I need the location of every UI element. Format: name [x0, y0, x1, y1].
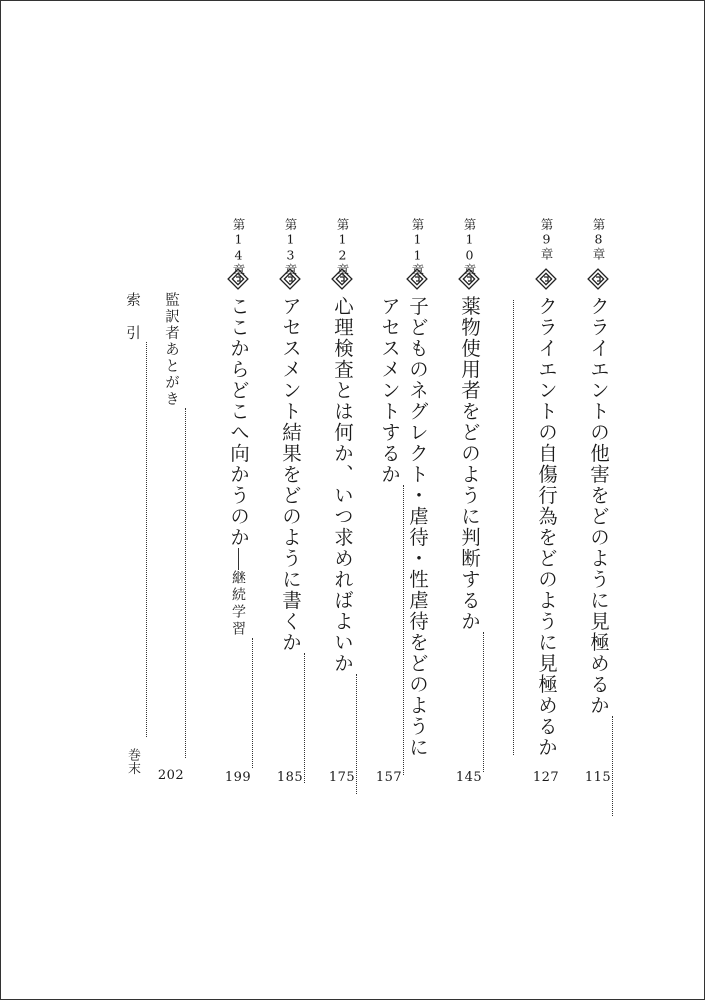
index-title: 索 引 [117, 292, 147, 788]
toc-entry-chapter-14[interactable] [223, 218, 253, 788]
chapter-ornament-icon [406, 268, 428, 290]
chapter-title: クライエントの自傷行為をどのように見極めるか [535, 296, 558, 758]
page-number: 185 [276, 770, 304, 785]
chapter-label: 第9章 [539, 218, 554, 261]
toc-entry-chapter-13[interactable] [275, 218, 305, 788]
page-number: 202 [157, 768, 185, 783]
chapter-ornament-icon [331, 268, 353, 290]
chapter-ornament-icon [587, 268, 609, 290]
chapter-label: 第14章 [231, 218, 246, 277]
chapter-title: 心理検査とは何か、いつ求めればよいか [327, 296, 357, 788]
page-number: 157 [375, 770, 403, 785]
page-number: 199 [224, 770, 252, 785]
afterword-title: 監訳者あとがき [156, 292, 186, 788]
toc-entry-chapter-9[interactable] [531, 218, 561, 788]
page-number: 145 [455, 770, 483, 785]
page-number: 115 [584, 770, 612, 785]
chapter-title: クライエントの他害をどのように見極めるか [583, 296, 613, 788]
chapter-title: 子どものネグレクト・虐待・性虐待をどのように [406, 296, 429, 758]
chapter-ornament-icon [458, 268, 480, 290]
chapter-label: 第10章 [462, 218, 477, 277]
toc-entry-chapter-8[interactable] [583, 218, 613, 788]
page-number: 175 [328, 770, 356, 785]
toc-entry-chapter-11[interactable] [402, 218, 432, 788]
chapter-ornament-icon [535, 268, 557, 290]
toc-entry-chapter-10[interactable] [454, 218, 484, 788]
page-number: 巻末 [125, 748, 140, 775]
chapter-ornament-icon [227, 268, 249, 290]
chapter-ornament-icon [279, 268, 301, 290]
page-number: 127 [532, 770, 560, 785]
toc-entry-chapter-12[interactable] [327, 218, 357, 788]
chapter-title: 薬物使用者をどのように判断するか [454, 296, 484, 788]
toc-entry-index[interactable] [117, 292, 147, 788]
chapter-title-line2: アセスメントするか [374, 296, 404, 788]
chapter-label: 第12章 [335, 218, 350, 277]
chapter-label: 第8章 [591, 218, 606, 261]
leader-dots-chapter-9 [513, 300, 514, 755]
chapter-label: 第11章 [410, 218, 425, 277]
chapter-title: ここからどこへ向かうのか継続学習 [223, 296, 253, 788]
chapter-subtitle: 継続学習 [230, 570, 246, 638]
toc-entry-afterword[interactable] [156, 292, 186, 788]
em-dash [238, 548, 239, 570]
chapter-title: アセスメント結果をどのように書くか [275, 296, 305, 788]
chapter-label: 第13章 [283, 218, 298, 277]
toc-entry-chapter-11-cont[interactable] [374, 218, 404, 788]
